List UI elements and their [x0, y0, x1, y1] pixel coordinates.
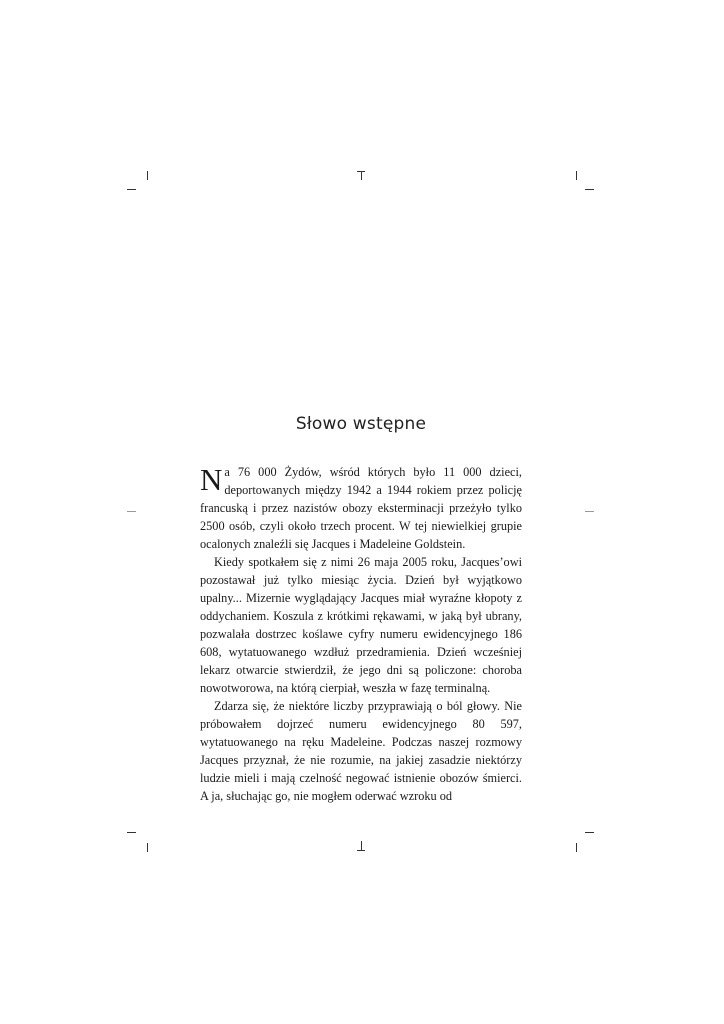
drop-cap: N [200, 462, 223, 497]
register-mark-bottom-center [361, 841, 362, 850]
crop-mark-bottom-left-h [127, 832, 136, 833]
page-title: Słowo wstępne [295, 414, 427, 434]
crop-mark-top-left [147, 171, 148, 180]
body-text [200, 463, 522, 805]
crop-mark-bottom-right [576, 843, 577, 852]
crop-mark-top-right [576, 171, 577, 180]
register-mark-mid-left [127, 511, 136, 512]
register-mark-top-center-h [357, 171, 365, 172]
crop-mark-top-right-h [585, 189, 594, 190]
paragraph-2: Kiedy spotkałem się z nimi 26 maja 2005 roku, Jacques’owi pozostawał już tylko miesiąc życia. Dzień był wyjątkowo upalny... Mizernie wyglądający Jacques miał wyraźne kłopoty z oddychaniem. Koszula z krótkimi rękawami, w jaką był ubrany, pozwalała dostrzec koślawe cyfry numeru ewidencyjnego 186 608, wytatuowanego wzdłuż przedramienia. Dzień wcześniej lekarz otwarcie stwierdził, że jego dni są policzone: choroba nowotworowa, na którą cierpiał, weszła w fazę terminalną. [200, 555, 522, 695]
crop-mark-top-left-h [127, 189, 136, 190]
crop-mark-bottom-left [147, 843, 148, 852]
paragraph-1 [200, 463, 522, 553]
crop-mark-bottom-right-h [585, 832, 594, 833]
register-mark-top-center [361, 171, 362, 180]
register-mark-mid-right [585, 511, 594, 512]
paragraph-1-text: a 76 000 Żydów, wśród których było 11 000 dzieci, deportowanych między 1942 a 1944 rokiem przez policję francuską i przez nazistów obozy eksterminacji przeżyło tylko 2500 osób, czyli około trzech procent. W tej niewielkiej grupie ocalonych znaleźli się Jacques i Madeleine Goldstein. [200, 465, 522, 551]
paragraph-3: Zdarza się, że niektóre liczby przyprawiają o ból głowy. Nie próbowałem dojrzeć numeru ewidencyjnego 80 597, wytatuowanego na ręku Madeleine. Podczas naszej rozmowy Jacques przyznał, że nie rozumie, na jakiej zasadzie niektórzy ludzie mieli i mają czelność negować istnienie obozów śmierci. A ja, słuchając go, nie mogłem oderwać wzroku od [200, 699, 522, 803]
register-mark-bottom-center-h [357, 850, 365, 851]
